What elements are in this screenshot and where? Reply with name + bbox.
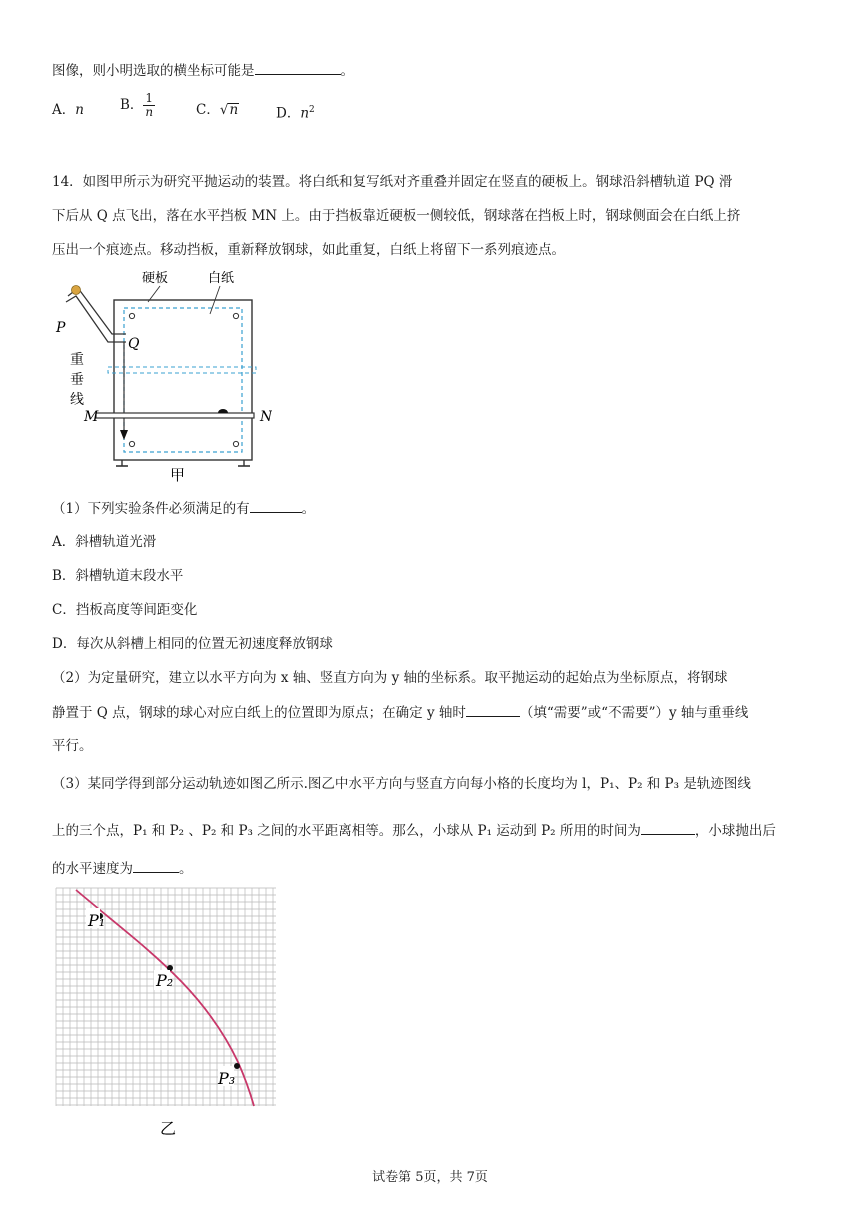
q13-answer-blank[interactable] (255, 60, 341, 75)
label-board: 硬板 (142, 271, 169, 286)
pin (233, 313, 238, 318)
part1-stem-text: （1）下列实验条件必须满足的有 (52, 501, 250, 517)
page-footer: 试卷第 5页，共 7页 (372, 1170, 488, 1185)
slide-track-bottom (66, 296, 126, 342)
denominator: n (145, 105, 154, 119)
option-label: B． (120, 97, 144, 113)
label-p3: P₃ (218, 1069, 236, 1088)
figure-yi (52, 886, 284, 1142)
q13-end: 。 (340, 63, 354, 79)
q13-option-c[interactable] (196, 100, 239, 120)
numerator: 1 (145, 91, 154, 105)
q13-option-a[interactable] (52, 100, 84, 120)
part3-text-d: 。 (179, 861, 193, 877)
label-plumb-1: 重 (70, 352, 84, 368)
part1-option-a[interactable]: A．斜槽轨道光滑 (52, 534, 157, 550)
part3-line-2 (52, 820, 776, 841)
q14-intro-line-2: 下后从 Q 点飞出，落在水平挡板 MN 上。由于挡板靠近硬板一侧较低，钢球落在挡板上时，钢球侧面会在白纸上挤 (52, 208, 741, 224)
steel-ball (72, 286, 81, 295)
q14-intro-line-1: 14．如图甲所示为研究平抛运动的装置。将白纸和复写纸对齐重叠并固定在竖直的硬板上。钢球沿斜槽轨道 PQ 滑 (52, 174, 733, 190)
dashed-band (108, 367, 256, 373)
label-n: N (260, 409, 272, 425)
part3-time-blank[interactable] (641, 820, 695, 835)
part3-line-3 (52, 858, 193, 879)
q13-text-line (52, 60, 354, 81)
part2-line-1: （2）为定量研究，建立以水平方向为 x 轴、竖直方向为 y 轴的坐标系。取平抛运动的起始点为坐标原点，将钢球 (52, 670, 728, 686)
figure-jia (52, 266, 272, 486)
option-value: n (300, 105, 310, 122)
q13-text: 图像，则小明选取的横坐标可能是 (52, 63, 255, 79)
label-p2: P₂ (156, 971, 174, 990)
plumb-weight (120, 430, 128, 440)
part3-text-b: ，小球抛出后 (694, 823, 776, 839)
caption-jia: 甲 (170, 466, 186, 484)
part1-option-b[interactable]: B．斜槽轨道末段水平 (52, 568, 184, 584)
part1-option-d[interactable]: D．每次从斜槽上相同的位置无初速度释放钢球 (52, 636, 333, 652)
q13-option-d[interactable] (276, 100, 315, 124)
label-plumb-2: 垂 (70, 372, 84, 388)
label-q: Q (128, 336, 140, 352)
label-p1: P₁ (88, 911, 106, 930)
label-p: P (56, 320, 66, 336)
label-plumb-3: 线 (70, 392, 84, 408)
part2-text-a: 静置于 Q 点，钢球的球心对应白纸上的位置即为原点；在确定 y 轴时 (52, 705, 466, 721)
label-m: M (84, 409, 99, 425)
part2-text-b: （填“需要”或“不需要”）y 轴与重垂线 (519, 705, 749, 721)
part1-end: 。 (301, 501, 316, 517)
q14-intro-line-3: 压出一个痕迹点。移动挡板，重新释放钢球，如此重复，白纸上将留下一系列痕迹点。 (52, 242, 565, 258)
superscript: 2 (309, 105, 315, 115)
part1-answer-blank[interactable] (250, 498, 302, 513)
part1-option-c[interactable]: C．挡板高度等间距变化 (52, 602, 198, 618)
part2-line-3: 平行。 (52, 738, 93, 754)
option-label: D． (276, 105, 301, 122)
q14-part1-stem (52, 498, 315, 519)
part3-text-c: 的水平速度为 (52, 861, 133, 877)
part2-line-2 (52, 702, 748, 723)
sqrt-symbol: √ (219, 102, 229, 118)
pin (129, 441, 134, 446)
pin (129, 313, 134, 318)
hard-board (114, 300, 252, 460)
caption-yi: 乙 (160, 1119, 177, 1138)
white-paper (124, 308, 242, 452)
fraction (143, 92, 155, 119)
ball-on-baffle (218, 409, 228, 413)
part3-text-a: 上的三个点，P₁ 和 P₂ 、P₂ 和 P₃ 之间的水平距离相等。那么，小球从 P₁ 运动到 P₂ 所用的时间为 (52, 823, 641, 839)
label-paper: 白纸 (208, 271, 235, 286)
part2-answer-blank[interactable] (466, 702, 520, 717)
part3-line-1: （3）某同学得到部分运动轨迹如图乙所示.图乙中水平方向与竖直方向每小格的长度均为 l，P₁、P₂ 和 P₃ 是轨迹图线 (52, 776, 751, 792)
option-value: n (229, 102, 239, 118)
pin (233, 441, 238, 446)
option-value: n (75, 102, 84, 118)
option-label: A． (52, 102, 76, 118)
part3-velocity-blank[interactable] (133, 858, 179, 873)
option-label: C． (196, 102, 220, 118)
baffle-mn (96, 413, 254, 418)
q13-option-b[interactable] (120, 92, 155, 119)
